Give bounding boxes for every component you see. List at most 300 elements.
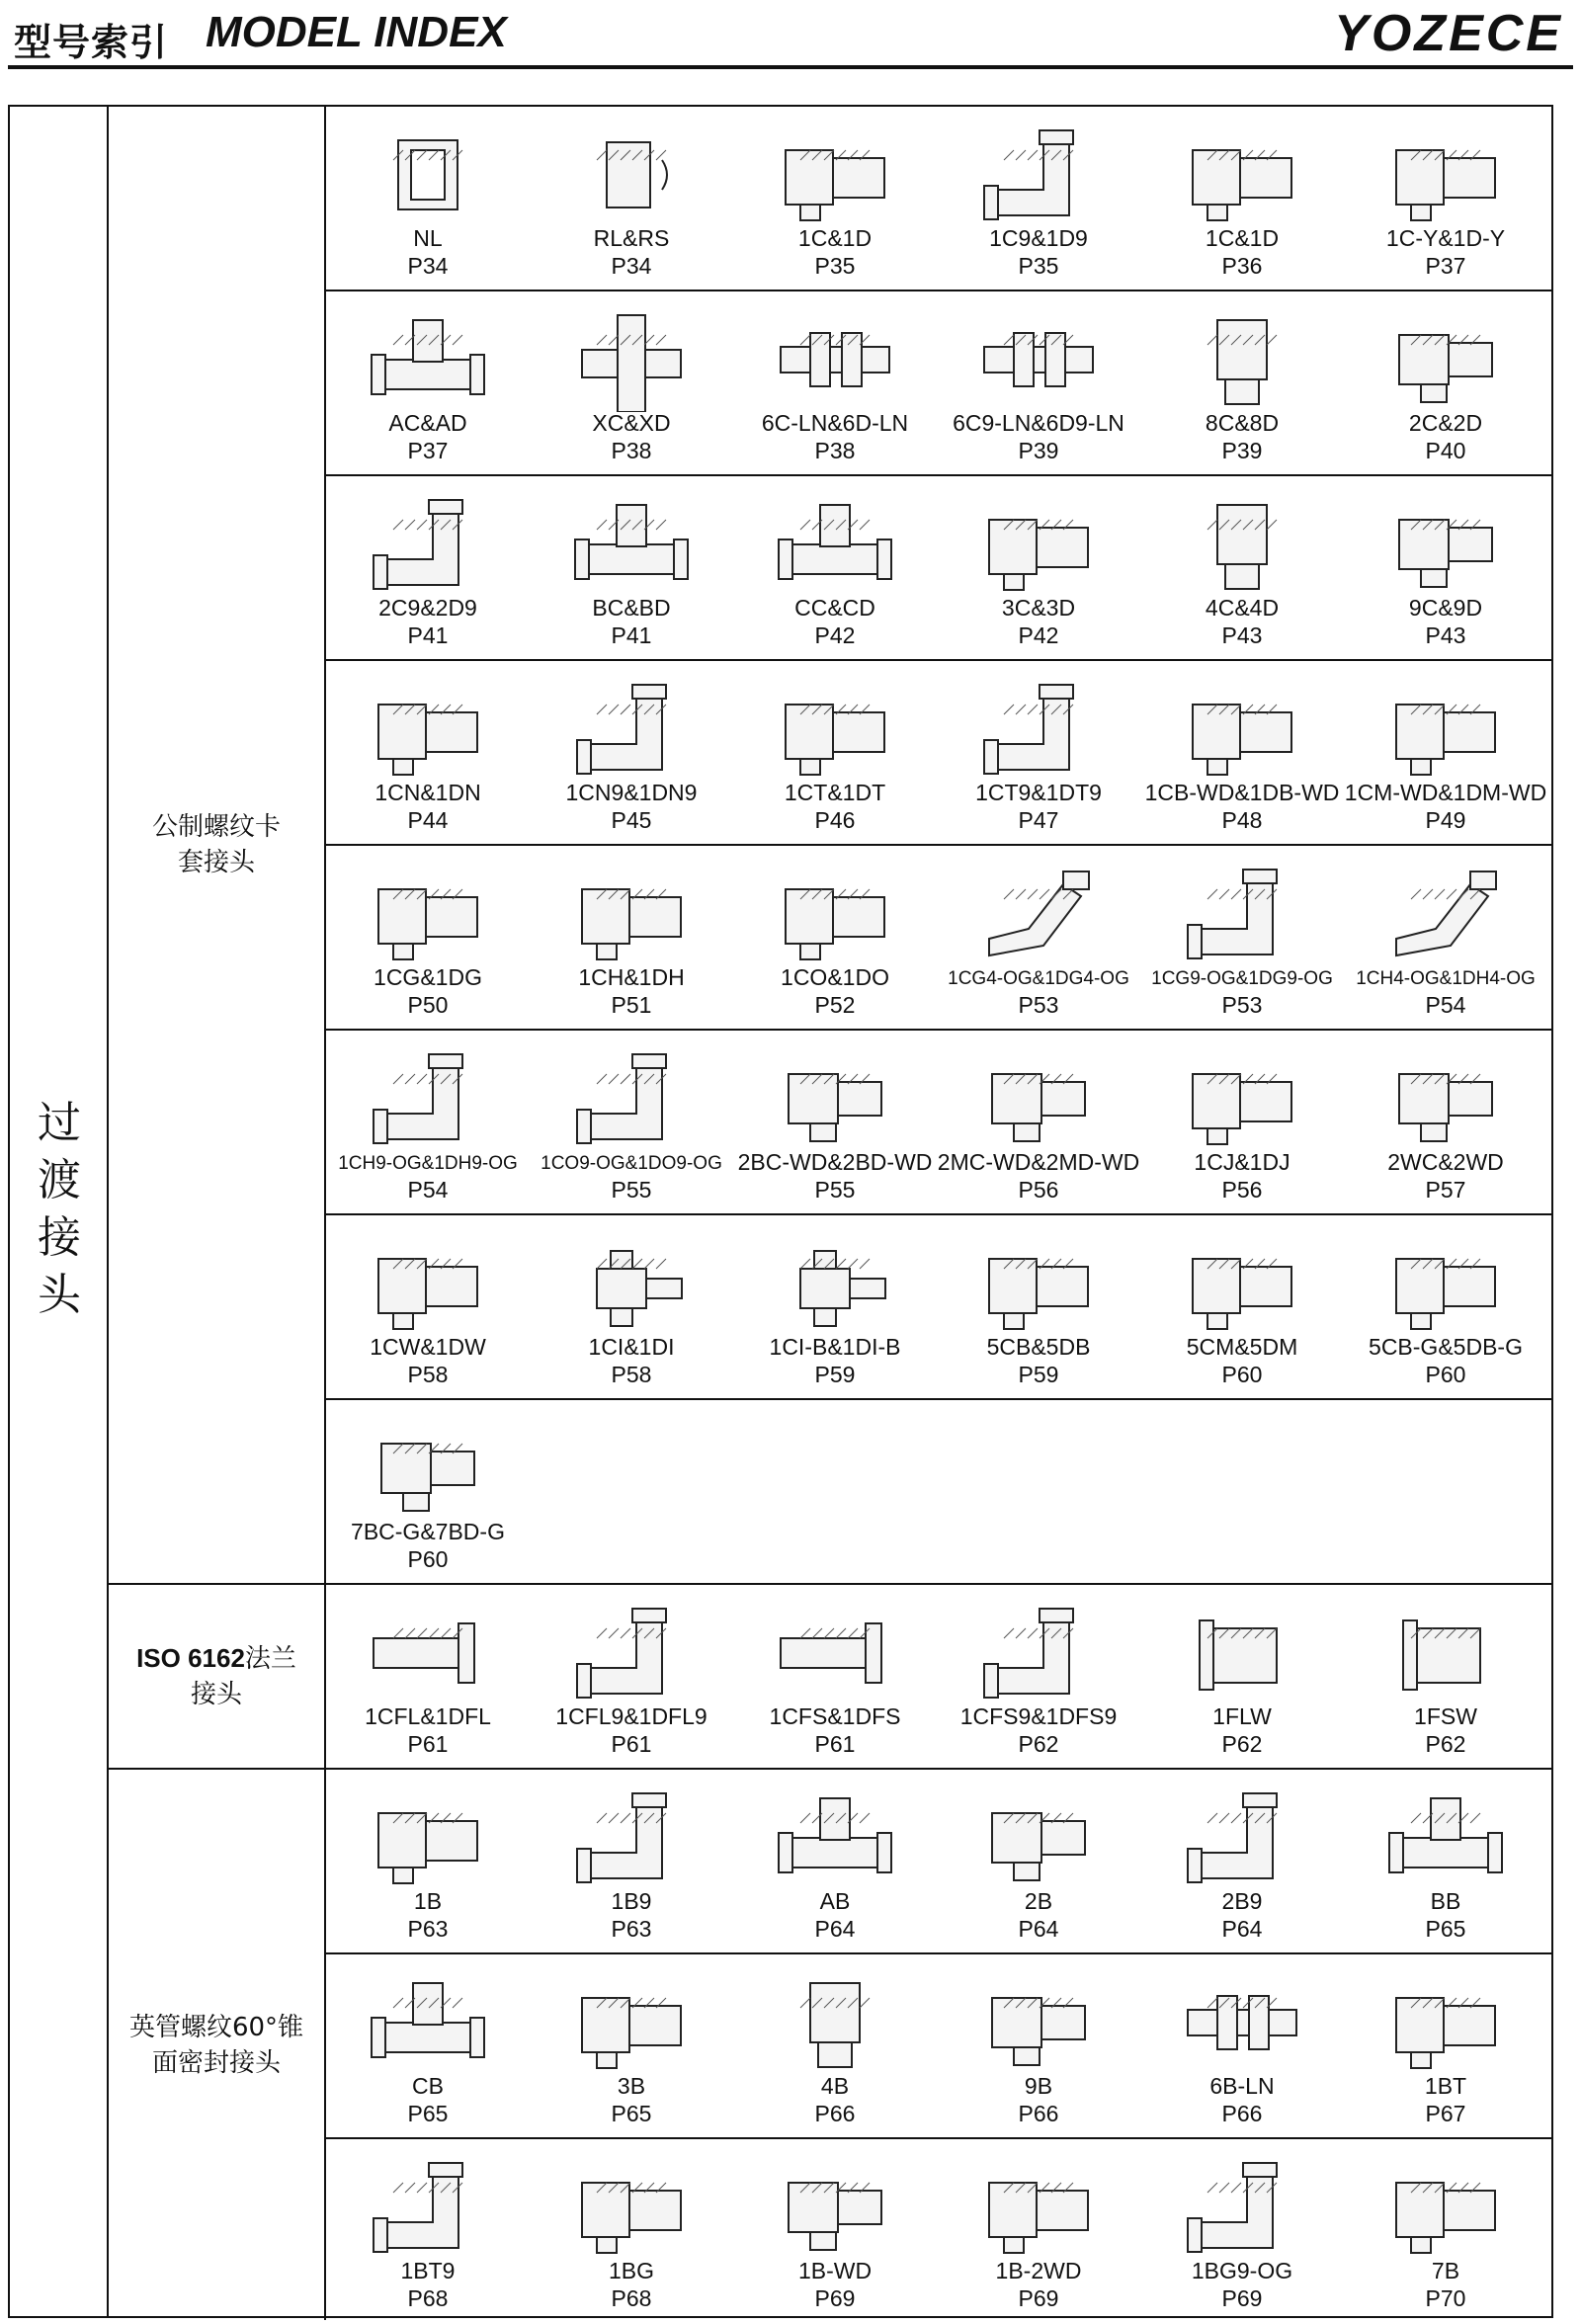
page-reference: P69: [1018, 2285, 1059, 2311]
category-label-line: 面密封接头: [151, 2047, 281, 2078]
model-code: 1CFS9&1DFS9: [959, 1703, 1118, 1729]
elbow-fitting-icon: [567, 675, 696, 782]
straight-fitting-icon: [1178, 1229, 1306, 1336]
straight-fitting-icon: [567, 2153, 696, 2260]
model-code: 1CO9-OG&1DO9-OG: [541, 1153, 722, 1174]
index-row: [326, 846, 1551, 1031]
model-code: 1CT&1DT: [784, 780, 886, 805]
model-entry: [937, 291, 1140, 474]
page-reference: P36: [1221, 253, 1263, 279]
model-entry: [1344, 1031, 1547, 1213]
model-entry: [1344, 291, 1547, 474]
tee-fitting-icon: [364, 1968, 492, 2075]
model-code: CB: [412, 2073, 444, 2099]
model-entry: [1140, 661, 1344, 844]
category-label-line: 公制螺纹卡: [151, 812, 281, 842]
index-row: [326, 291, 1551, 476]
model-code: 1CG4-OG&1DG4-OG: [948, 968, 1129, 989]
title-english: MODEL INDEX: [206, 8, 507, 56]
model-entry: [326, 1400, 530, 1583]
model-entry: [530, 2139, 733, 2322]
index-row: [326, 1585, 1551, 1770]
elbow-fitting-icon: [1178, 860, 1306, 966]
page-reference: P34: [407, 253, 449, 279]
model-code: 2B9: [1221, 1888, 1263, 1914]
model-entry: [937, 107, 1140, 290]
page-reference: P59: [814, 1362, 856, 1387]
straight-fitting-icon: [1178, 1044, 1306, 1151]
cross-fitting-icon: [567, 305, 696, 412]
straight-fitting-icon: [1178, 121, 1306, 227]
swivel-fitting-icon: [974, 1968, 1103, 2075]
model-code: 1CG9-OG&1DG9-OG: [1151, 968, 1333, 989]
category-label-line: 英管螺纹60°锥: [128, 2012, 304, 2042]
flange-elbow-icon: [567, 1599, 696, 1705]
model-code: 2C9&2D9: [378, 595, 477, 621]
model-entry: [1344, 1954, 1547, 2137]
model-entry: [733, 1770, 937, 1952]
page-reference: P57: [1425, 1177, 1466, 1203]
model-code: 2B: [1024, 1888, 1053, 1914]
model-code: 9B: [1024, 2073, 1053, 2099]
model-entry: [530, 291, 733, 474]
category-label: [128, 1640, 304, 1712]
page-reference: P58: [407, 1362, 449, 1387]
page-reference: P68: [407, 2285, 449, 2311]
tee-fitting-icon: [364, 305, 492, 412]
elbow-fitting-icon: [567, 1044, 696, 1151]
model-code: 1CM-WD&1DM-WD: [1344, 780, 1547, 805]
model-code: 6C9-LN&6D9-LN: [953, 410, 1124, 436]
page-reference: P54: [407, 1177, 449, 1203]
straight-fitting-icon: [974, 2153, 1103, 2260]
straight-fitting-icon: [1178, 675, 1306, 782]
page-reference: P49: [1425, 807, 1466, 833]
page-reference: P66: [1221, 2101, 1263, 2126]
page-reference: P59: [1018, 1362, 1059, 1387]
model-code: 1B-2WD: [995, 2258, 1082, 2283]
model-code: 1B9: [611, 1888, 652, 1914]
model-entry: [1344, 1215, 1547, 1398]
page-reference: P60: [1425, 1362, 1466, 1387]
model-entry: [1140, 1031, 1344, 1213]
model-entry: [733, 1215, 937, 1398]
elbow-fitting-icon: [364, 2153, 492, 2260]
model-entry: [1344, 1770, 1547, 1952]
model-entry: [937, 1954, 1140, 2137]
model-entry: [326, 846, 530, 1029]
model-entry: [326, 1585, 530, 1768]
model-entry: [1140, 846, 1344, 1029]
category-label: [144, 809, 289, 880]
model-code: 8C&8D: [1205, 410, 1280, 436]
banjo-fitting-icon: [567, 1229, 696, 1336]
elbow-fitting-icon: [1178, 2153, 1306, 2260]
page-reference: P69: [1221, 2285, 1263, 2311]
brand-logo: YOZECE: [1334, 5, 1563, 62]
model-code: 1CB-WD&1DB-WD: [1144, 780, 1340, 805]
page-reference: P69: [814, 2285, 856, 2311]
model-entry: [1140, 1770, 1344, 1952]
swivel-fitting-icon: [974, 1044, 1103, 1151]
plug-fitting-icon: [1178, 490, 1306, 597]
model-code: 1CFS&1DFS: [769, 1703, 901, 1729]
model-code: XC&XD: [592, 410, 671, 436]
page-reference: P38: [814, 438, 856, 463]
model-entry: [937, 1031, 1140, 1213]
model-code: 2BC-WD&2BD-WD: [737, 1149, 933, 1175]
model-code: 9C&9D: [1408, 595, 1483, 621]
title-chinese: 型号索引: [14, 21, 169, 64]
angle-45-fitting-icon: [974, 860, 1103, 966]
page-reference: P39: [1018, 438, 1059, 463]
tee-fitting-icon: [771, 1784, 899, 1890]
model-code: 1CO&1DO: [781, 964, 889, 990]
model-code: 1CT9&1DT9: [975, 780, 1102, 805]
category-label: [122, 2010, 311, 2081]
nut-icon: [364, 121, 492, 227]
page-reference: P34: [611, 253, 652, 279]
main-category-char: 过: [38, 1098, 81, 1148]
index-row: [326, 2139, 1551, 2324]
page-reference: P60: [407, 1546, 449, 1572]
swivel-fitting-icon: [974, 1784, 1103, 1890]
page-reference: P47: [1018, 807, 1059, 833]
model-entry: [530, 1770, 733, 1952]
model-entry: [937, 661, 1140, 844]
model-entry: [530, 846, 733, 1029]
model-code: 1B: [413, 1888, 443, 1914]
category-metric-compression: [109, 107, 326, 1585]
bulkhead-fitting-icon: [771, 305, 899, 412]
header-divider: [8, 65, 1573, 69]
model-code: 1BG9-OG: [1191, 2258, 1293, 2283]
model-entry: [937, 1215, 1140, 1398]
straight-fitting-icon: [567, 1968, 696, 2075]
flange-fitting-icon: [364, 1599, 492, 1705]
model-code: 1CI-B&1DI-B: [769, 1334, 901, 1360]
model-entry: [530, 1215, 733, 1398]
sleeve-icon: [567, 121, 696, 227]
model-entry: [733, 846, 937, 1029]
page-reference: P61: [611, 1731, 652, 1757]
model-entry: [326, 1215, 530, 1398]
page-reference: P39: [1221, 438, 1263, 463]
page-reference: P43: [1221, 622, 1263, 648]
plug-fitting-icon: [771, 1968, 899, 2075]
model-entry: [530, 1031, 733, 1213]
model-entry: [733, 661, 937, 844]
model-code: 7BC-G&7BD-G: [351, 1519, 505, 1544]
model-code: 1C&1D: [797, 225, 873, 251]
page-reference: P62: [1018, 1731, 1059, 1757]
swivel-fitting-icon: [1381, 1044, 1510, 1151]
flange-elbow-icon: [974, 1599, 1103, 1705]
model-entry: [1344, 846, 1547, 1029]
page-reference: P52: [814, 992, 856, 1018]
elbow-fitting-icon: [364, 490, 492, 597]
model-entry: [937, 476, 1140, 659]
straight-fitting-icon: [364, 1784, 492, 1890]
main-category-char: 接: [38, 1212, 81, 1263]
model-entry: [530, 476, 733, 659]
page-reference: P62: [1221, 1731, 1263, 1757]
model-code: 1B-WD: [797, 2258, 873, 2283]
model-entry: [937, 1585, 1140, 1768]
page-reference: P50: [407, 992, 449, 1018]
model-entry: [733, 2139, 937, 2322]
page-reference: P63: [611, 1916, 652, 1942]
model-code: 1BT: [1424, 2073, 1467, 2099]
banjo-fitting-icon: [771, 1229, 899, 1336]
page-reference: P70: [1425, 2285, 1466, 2311]
page-reference: P55: [611, 1177, 652, 1203]
model-code: 1CW&1DW: [370, 1334, 486, 1360]
straight-fitting-icon: [771, 121, 899, 227]
page-reference: P66: [814, 2101, 856, 2126]
swivel-fitting-icon: [1381, 305, 1510, 412]
elbow-fitting-icon: [1178, 1784, 1306, 1890]
straight-fitting-icon: [364, 1229, 492, 1336]
page-reference: P54: [1425, 992, 1466, 1018]
plug-fitting-icon: [1178, 305, 1306, 412]
model-code: 1CN9&1DN9: [565, 780, 698, 805]
page-reference: P64: [1221, 1916, 1263, 1942]
page-reference: P41: [611, 622, 652, 648]
model-code: 1CFL9&1DFL9: [555, 1703, 707, 1729]
model-entry: [530, 107, 733, 290]
bulkhead-fitting-icon: [1178, 1968, 1306, 2075]
swivel-fitting-icon: [771, 1044, 899, 1151]
model-entry: [1140, 476, 1344, 659]
model-entry: [937, 2139, 1140, 2322]
page-reference: P42: [814, 622, 856, 648]
page-reference: P65: [611, 2101, 652, 2126]
page-reference: P45: [611, 807, 652, 833]
straight-fitting-icon: [1381, 121, 1510, 227]
page-reference: P68: [611, 2285, 652, 2311]
page-reference: P35: [1018, 253, 1059, 279]
straight-fitting-icon: [771, 860, 899, 966]
elbow-fitting-icon: [364, 1044, 492, 1151]
category-label-line: 接头: [190, 1680, 242, 1709]
index-row: [326, 107, 1551, 291]
index-row: [326, 661, 1551, 846]
model-code: BC&BD: [592, 595, 671, 621]
category-label-line: 套接头: [177, 848, 255, 877]
model-code: 4B: [820, 2073, 850, 2099]
page-reference: P37: [407, 438, 449, 463]
bulkhead-elbow-icon: [974, 305, 1103, 412]
model-entry: [326, 1031, 530, 1213]
model-code: 1CH4-OG&1DH4-OG: [1356, 968, 1536, 989]
model-code: 1CFL&1DFL: [365, 1703, 491, 1729]
tee-fitting-icon: [567, 490, 696, 597]
model-code: 1BG: [608, 2258, 655, 2283]
index-row: [326, 1954, 1551, 2139]
page-reference: P56: [1018, 1177, 1059, 1203]
page-reference: P63: [407, 1916, 449, 1942]
page-reference: P66: [1018, 2101, 1059, 2126]
page-reference: P64: [814, 1916, 856, 1942]
model-code: 1CI&1DI: [588, 1334, 675, 1360]
model-entry: [326, 291, 530, 474]
main-category-label: [10, 1095, 109, 1324]
straight-fitting-icon: [567, 860, 696, 966]
model-code: 5CM&5DM: [1186, 1334, 1298, 1360]
straight-fitting-icon: [974, 490, 1103, 597]
model-code: 3C&3D: [1001, 595, 1076, 621]
model-entry: [937, 846, 1140, 1029]
page-reference: P67: [1425, 2101, 1466, 2126]
model-code: 7B: [1431, 2258, 1460, 2283]
index-row: [326, 1770, 1551, 1954]
elbow-fitting-icon: [567, 1784, 696, 1890]
swivel-fitting-icon: [1381, 490, 1510, 597]
model-code: 1CJ&1DJ: [1194, 1149, 1290, 1175]
elbow-fitting-icon: [974, 675, 1103, 782]
model-code: 2WC&2WD: [1387, 1149, 1504, 1175]
model-code: 6C-LN&6D-LN: [761, 410, 909, 436]
model-code: 2MC-WD&2MD-WD: [937, 1149, 1140, 1175]
main-category-char: 渡: [38, 1155, 81, 1205]
model-entry: [733, 1954, 937, 2137]
model-code: 1C-Y&1D-Y: [1385, 225, 1506, 251]
page-reference: P37: [1425, 253, 1466, 279]
page-reference: P43: [1425, 622, 1466, 648]
model-code: 1C9&1D9: [989, 225, 1088, 251]
index-row: [326, 1400, 1551, 1585]
model-entry: [1140, 107, 1344, 290]
page-reference: P61: [814, 1731, 856, 1757]
page-reference: P61: [407, 1731, 449, 1757]
model-entry: [1140, 1585, 1344, 1768]
model-entry: [733, 291, 937, 474]
page-reference: P62: [1425, 1731, 1466, 1757]
page-reference: P42: [1018, 622, 1059, 648]
model-code: CC&CD: [794, 595, 875, 621]
model-code: 1CG&1DG: [374, 964, 482, 990]
model-entry: [1344, 2139, 1547, 2322]
page-reference: P41: [407, 622, 449, 648]
tee-fitting-icon: [771, 490, 899, 597]
page-reference: P48: [1221, 807, 1263, 833]
model-code: NL: [413, 225, 443, 251]
model-code: 1BT9: [400, 2258, 456, 2283]
page-reference: P65: [1425, 1916, 1466, 1942]
straight-fitting-icon: [1381, 2153, 1510, 2260]
model-code: BB: [1430, 1888, 1461, 1914]
model-code: 5CB-G&5DB-G: [1369, 1334, 1523, 1360]
flange-fitting-icon: [771, 1599, 899, 1705]
main-category-char: 头: [38, 1270, 81, 1320]
model-code: AC&AD: [388, 410, 467, 436]
flange-weld-icon: [1381, 1599, 1510, 1705]
model-entry: [530, 1954, 733, 2137]
straight-fitting-icon: [364, 860, 492, 966]
model-code: 5CB&5DB: [986, 1334, 1091, 1360]
model-code: 1FLW: [1212, 1703, 1272, 1729]
model-entry: [1344, 661, 1547, 844]
model-entry: [937, 1770, 1140, 1952]
model-entry: [733, 1031, 937, 1213]
swivel-fitting-icon: [771, 2153, 899, 2260]
page-reference: P58: [611, 1362, 652, 1387]
model-entry: [326, 1954, 530, 2137]
straight-fitting-icon: [1381, 1968, 1510, 2075]
model-code: RL&RS: [593, 225, 670, 251]
category-iso6162-flange: [109, 1585, 326, 1770]
page-reference: P40: [1425, 438, 1466, 463]
model-entry: [1344, 476, 1547, 659]
straight-fitting-icon: [1381, 1229, 1510, 1336]
category-label-bold: ISO 6162: [136, 1643, 245, 1673]
page-reference: P53: [1018, 992, 1059, 1018]
model-code: 4C&4D: [1205, 595, 1280, 621]
swivel-fitting-icon: [364, 1414, 492, 1521]
page-reference: P38: [611, 438, 652, 463]
index-row: [326, 1031, 1551, 1215]
straight-fitting-icon: [974, 1229, 1103, 1336]
model-entry: [326, 1770, 530, 1952]
model-entry: [733, 1585, 937, 1768]
model-code: AB: [819, 1888, 851, 1914]
model-entry: [530, 1585, 733, 1768]
model-index-table: [8, 105, 1553, 2318]
model-entry: [1140, 1215, 1344, 1398]
page-reference: P55: [814, 1177, 856, 1203]
model-entry: [326, 107, 530, 290]
model-code: 1CN&1DN: [374, 780, 481, 805]
page-reference: P65: [407, 2101, 449, 2126]
model-code: 1FSW: [1414, 1703, 1477, 1729]
model-entry: [326, 476, 530, 659]
tee-fitting-icon: [1381, 1784, 1510, 1890]
index-row: [326, 1215, 1551, 1400]
category-bsp-60-cone: [109, 1770, 326, 2320]
page-reference: P44: [407, 807, 449, 833]
page-reference: P60: [1221, 1362, 1263, 1387]
model-entry: [1140, 291, 1344, 474]
angle-45-fitting-icon: [1381, 860, 1510, 966]
model-entry: [1344, 1585, 1547, 1768]
model-code: 1CH&1DH: [578, 964, 685, 990]
category-label-line: 法兰: [244, 1644, 296, 1674]
model-entry: [1344, 107, 1547, 290]
model-entry: [733, 107, 937, 290]
main-category-column: [10, 107, 109, 2316]
elbow-fitting-icon: [974, 121, 1103, 227]
page-reference: P53: [1221, 992, 1263, 1018]
model-code: 6B-LN: [1209, 2073, 1275, 2099]
page-header: [8, 0, 1573, 71]
page-reference: P56: [1221, 1177, 1263, 1203]
model-code: 1CH9-OG&1DH9-OG: [338, 1153, 518, 1174]
model-entry: [530, 661, 733, 844]
model-entry: [326, 2139, 530, 2322]
straight-fitting-icon: [364, 675, 492, 782]
model-entry: [1140, 2139, 1344, 2322]
model-code: 1C&1D: [1205, 225, 1280, 251]
straight-fitting-icon: [771, 675, 899, 782]
straight-fitting-icon: [1381, 675, 1510, 782]
model-code: 3B: [617, 2073, 646, 2099]
flange-weld-icon: [1178, 1599, 1306, 1705]
index-row: [326, 476, 1551, 661]
model-entry: [1140, 1954, 1344, 2137]
model-entry: [733, 476, 937, 659]
page-reference: P35: [814, 253, 856, 279]
